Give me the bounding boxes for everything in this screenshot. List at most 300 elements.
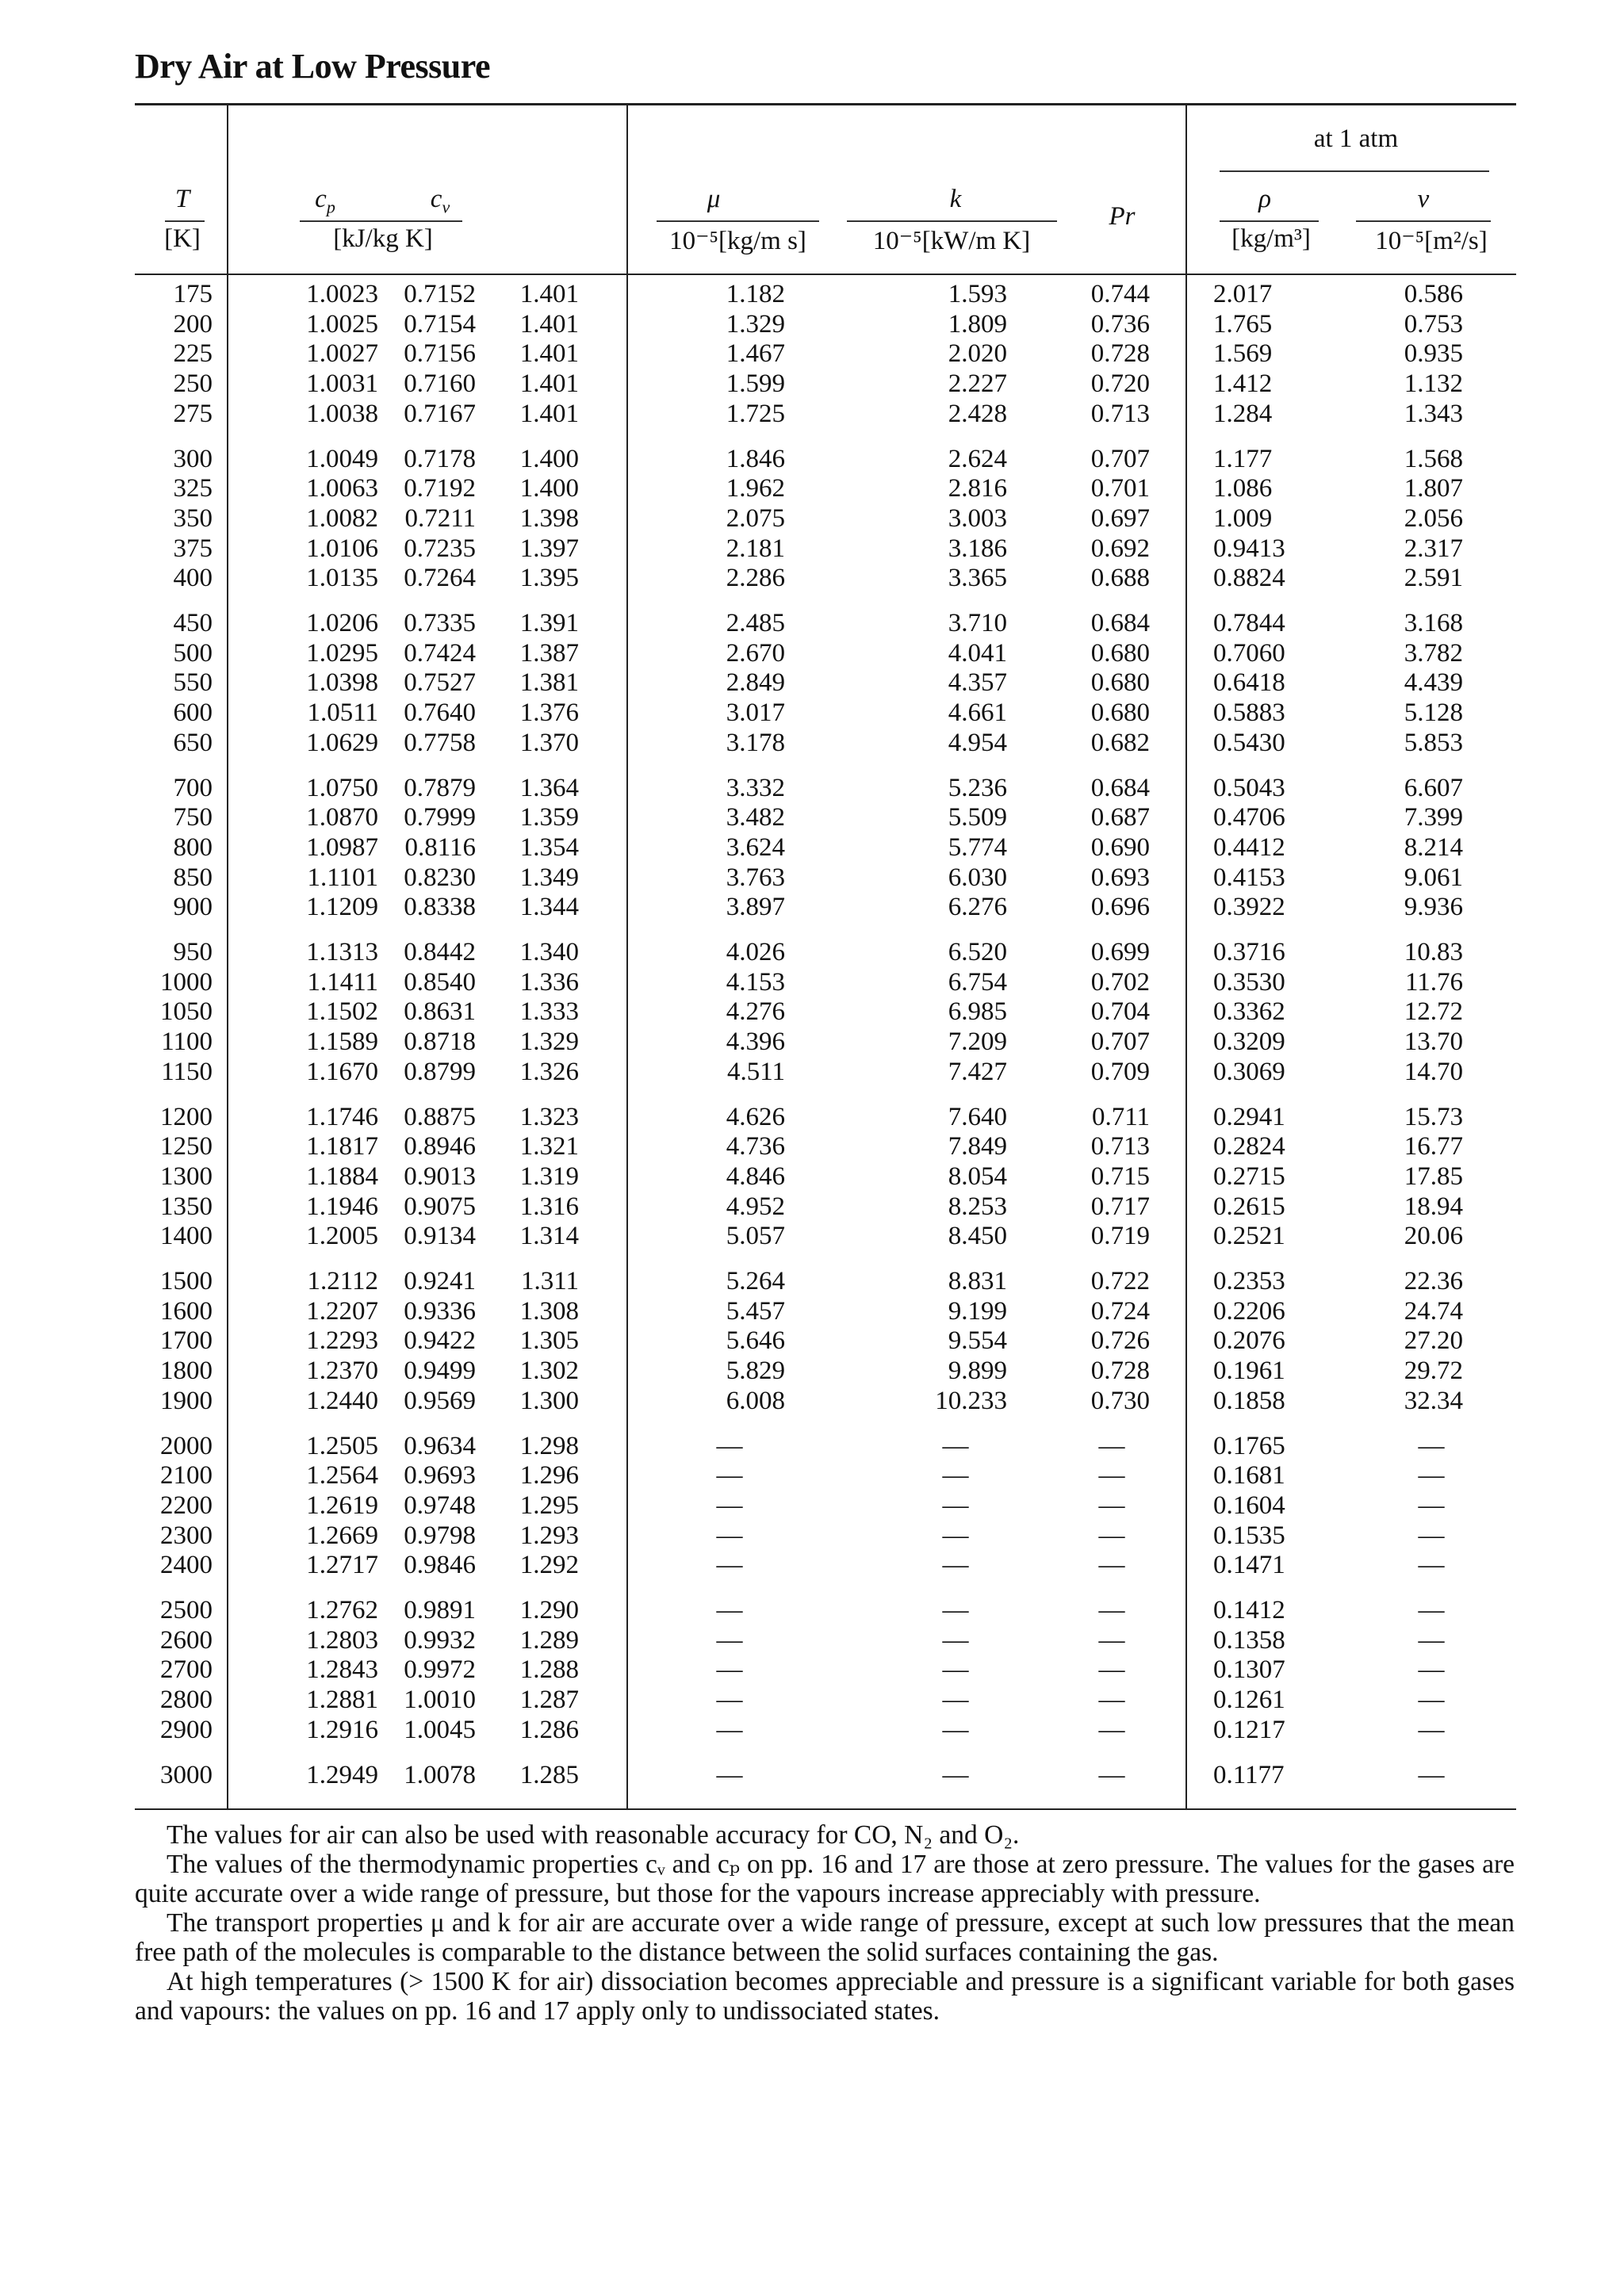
table-cell: —	[1098, 1686, 1125, 1715]
table-cell: 4.276	[726, 997, 785, 1027]
table-cell: 1.0045	[404, 1715, 476, 1744]
header-cv: $c_v$	[430, 185, 450, 217]
table-cell: 1.302	[519, 1357, 579, 1386]
table-cell: 0.744	[1090, 280, 1150, 308]
header-c-underline	[300, 220, 462, 222]
table-cell: 0.719	[1090, 1222, 1150, 1251]
table-cell: 5.829	[726, 1357, 785, 1386]
table-cell: 2000	[160, 1431, 213, 1460]
table-cell: 1.1670	[306, 1057, 378, 1086]
table-cell: 3.482	[726, 803, 785, 832]
table-cell: 1.0027	[306, 339, 378, 369]
table-cell: —	[942, 1655, 969, 1685]
table-cell: —	[1418, 1625, 1445, 1655]
table-row	[0, 309, 1624, 339]
table-cell: 2.020	[948, 339, 1007, 369]
table-cell: 2.317	[1404, 534, 1463, 563]
table-cell: 5.128	[1404, 698, 1463, 728]
table-cell: —	[1418, 1521, 1445, 1550]
table-cell: 2.849	[726, 668, 785, 698]
table-cell: 850	[173, 863, 213, 892]
table-cell: 1.364	[519, 773, 579, 802]
table-cell: 7.640	[948, 1102, 1007, 1131]
table-cell: 0.1358	[1213, 1625, 1285, 1655]
table-cell: 0.2076	[1213, 1326, 1285, 1356]
table-cell: 0.9075	[404, 1192, 476, 1221]
table-cell: 1.349	[519, 863, 579, 892]
table-cell: 0.717	[1090, 1192, 1150, 1221]
table-cell: 24.74	[1404, 1296, 1463, 1326]
table-cell: 2500	[160, 1596, 213, 1624]
table-cell: 225	[173, 339, 213, 369]
table-cell: 1.2207	[306, 1296, 378, 1326]
table-cell: 0.935	[1404, 339, 1463, 369]
table-cell: 0.713	[1090, 399, 1150, 428]
header-rho-unit: [kg/m³]	[1231, 224, 1311, 253]
table-cell: 0.5430	[1213, 728, 1285, 757]
table-row	[0, 802, 1624, 832]
table-cell: 400	[173, 564, 213, 593]
table-cell: 0.720	[1090, 369, 1150, 399]
table-cell: 9.899	[948, 1357, 1007, 1386]
table-cell: 0.7167	[404, 399, 476, 428]
table-cell: 3.332	[726, 773, 785, 802]
table-cell: 1.0023	[306, 280, 378, 308]
table-cell: 1.412	[1213, 369, 1273, 399]
table-cell: —	[1098, 1625, 1125, 1655]
table-cell: 2.624	[948, 444, 1007, 473]
table-cell: —	[1098, 1551, 1125, 1580]
table-row	[0, 473, 1624, 503]
table-cell: 0.3716	[1213, 938, 1285, 966]
table-cell: —	[942, 1461, 969, 1490]
table-cell: —	[716, 1461, 743, 1490]
table-cell: 2200	[160, 1490, 213, 1520]
table-cell: 0.7758	[404, 728, 476, 757]
table-cell: 0.1858	[1213, 1386, 1285, 1415]
table-cell: 5.264	[726, 1267, 785, 1295]
table-cell: —	[942, 1551, 969, 1580]
table-cell: 0.1961	[1213, 1357, 1285, 1386]
table-cell: 1.2619	[306, 1490, 378, 1520]
table-cell: 1400	[160, 1222, 213, 1251]
table-cell: 0.7154	[404, 309, 476, 339]
table-cell: 1.1313	[306, 938, 378, 966]
table-cell: 4.396	[726, 1027, 785, 1057]
table-row	[0, 534, 1624, 564]
table-cell: 4.736	[726, 1132, 785, 1161]
table-cell: 16.77	[1404, 1132, 1463, 1161]
table-cell: —	[1098, 1521, 1125, 1550]
table-cell: 1.395	[519, 564, 579, 593]
table-cell: 1.0031	[306, 369, 378, 399]
table-cell: 0.9336	[404, 1296, 476, 1326]
table-cell: 0.5883	[1213, 698, 1285, 728]
table-cell: 0.4412	[1213, 832, 1285, 862]
table-cell: 1.2440	[306, 1386, 378, 1415]
table-cell: 1.296	[519, 1461, 579, 1490]
table-cell: 1700	[160, 1326, 213, 1356]
table-cell: 1.319	[519, 1161, 579, 1191]
header-mu-unit: 10⁻⁵[kg/m s]	[669, 227, 806, 255]
table-cell: 2.017	[1213, 280, 1273, 308]
table-cell: 0.680	[1090, 698, 1150, 728]
table-cell: 750	[173, 803, 213, 832]
table-cell: 2.286	[726, 564, 785, 593]
table-cell: 1.344	[519, 893, 579, 922]
table-cell: 0.9846	[404, 1551, 476, 1580]
table-cell: 0.7527	[404, 668, 476, 698]
header-bottom-rule	[135, 274, 1516, 275]
table-cell: —	[942, 1715, 969, 1744]
table-cell: 1.1946	[306, 1192, 378, 1221]
table-cell: —	[1418, 1431, 1445, 1460]
table-cell: 0.1471	[1213, 1551, 1285, 1580]
table-cell: 0.7152	[404, 280, 476, 308]
table-cell: 4.954	[948, 728, 1007, 757]
table-cell: 1.765	[1213, 309, 1273, 339]
table-cell: 0.682	[1090, 728, 1150, 757]
table-cell: 2.485	[726, 609, 785, 637]
table-row	[0, 668, 1624, 698]
table-cell: 7.427	[948, 1057, 1007, 1086]
table-cell: —	[716, 1686, 743, 1715]
table-cell: 300	[173, 444, 213, 473]
header-T-unit: [K]	[164, 224, 201, 253]
table-cell: 0.9241	[404, 1267, 476, 1295]
table-cell: 1.2717	[306, 1551, 378, 1580]
table-cell: 0.1177	[1213, 1760, 1285, 1789]
table-cell: 0.696	[1090, 893, 1150, 922]
header-nu-unit: 10⁻⁵[m²/s]	[1375, 227, 1488, 255]
table-cell: 5.646	[726, 1326, 785, 1356]
table-row	[0, 608, 1624, 638]
table-cell: 10.233	[935, 1386, 1007, 1415]
table-cell: —	[716, 1715, 743, 1744]
table-row	[0, 967, 1624, 997]
table-cell: 1.400	[519, 474, 579, 503]
table-cell: 0.3362	[1213, 997, 1285, 1027]
table-cell: 0.1261	[1213, 1686, 1285, 1715]
table-top-rule	[135, 103, 1516, 105]
table-cell: —	[942, 1490, 969, 1520]
table-cell: 1.0135	[306, 564, 378, 593]
table-cell: —	[942, 1686, 969, 1715]
table-cell: —	[1098, 1461, 1125, 1490]
table-cell: 6.754	[948, 967, 1007, 997]
table-cell: 6.030	[948, 863, 1007, 892]
table-cell: 1.329	[519, 1027, 579, 1057]
table-cell: 0.688	[1090, 564, 1150, 593]
table-cell: 0.8718	[404, 1027, 476, 1057]
table-cell: 0.9932	[404, 1625, 476, 1655]
table-row	[0, 1490, 1624, 1521]
table-row	[0, 1386, 1624, 1416]
table-cell: 325	[173, 474, 213, 503]
table-cell: 1.326	[519, 1057, 579, 1086]
table-cell: 0.7640	[404, 698, 476, 728]
table-cell: 0.3209	[1213, 1027, 1285, 1057]
table-cell: 20.06	[1404, 1222, 1463, 1251]
table-cell: —	[1098, 1715, 1125, 1744]
table-cell: —	[1098, 1490, 1125, 1520]
table-cell: 0.1681	[1213, 1461, 1285, 1490]
table-cell: 1.292	[519, 1551, 579, 1580]
table-cell: 5.774	[948, 832, 1007, 862]
table-bottom-rule	[135, 1808, 1516, 1810]
table-cell: 1.132	[1404, 369, 1463, 399]
table-cell: 0.1535	[1213, 1521, 1285, 1550]
table-cell: —	[942, 1760, 969, 1789]
table-cell: 4.661	[948, 698, 1007, 728]
table-cell: 5.236	[948, 773, 1007, 802]
table-cell: 700	[173, 773, 213, 802]
table-cell: 0.699	[1090, 938, 1150, 966]
table-cell: 3.003	[948, 503, 1007, 533]
table-cell: 13.70	[1404, 1027, 1463, 1057]
table-row	[0, 1655, 1624, 1685]
table-cell: 0.2941	[1213, 1102, 1285, 1131]
table-cell: 1200	[160, 1102, 213, 1131]
table-cell: 4.952	[726, 1192, 785, 1221]
table-cell: 1.284	[1213, 399, 1273, 428]
table-cell: —	[716, 1521, 743, 1550]
table-cell: 6.520	[948, 938, 1007, 966]
table-cell: 0.7264	[404, 564, 476, 593]
table-cell: 1.387	[519, 638, 579, 668]
table-cell: 1.314	[519, 1222, 579, 1251]
table-cell: 5.509	[948, 803, 1007, 832]
table-cell: 1.398	[519, 503, 579, 533]
table-cell: 0.753	[1404, 309, 1463, 339]
table-row	[0, 399, 1624, 429]
table-cell: 10.83	[1404, 938, 1463, 966]
table-row	[0, 863, 1624, 893]
note-4: At high temperatures (> 1500 K for air) dissociation becomes appreciable and pressure is a significant variable for both gases and vapours: the values on pp. 16 and 17 apply only to undissociated states.	[135, 1967, 1515, 2026]
table-row	[0, 1266, 1624, 1296]
table-cell: 0.702	[1090, 967, 1150, 997]
table-row	[0, 444, 1624, 474]
table-cell: 1150	[161, 1057, 213, 1086]
table-cell: 7.209	[948, 1027, 1007, 1057]
table-cell: 600	[173, 698, 213, 728]
table-cell: 0.7160	[404, 369, 476, 399]
table-cell: 1.329	[726, 309, 785, 339]
table-cell: 3.763	[726, 863, 785, 892]
table-cell: 2800	[160, 1686, 213, 1715]
table-cell: 1.401	[519, 339, 579, 369]
table-cell: 3.365	[948, 564, 1007, 593]
table-cell: 0.1307	[1213, 1655, 1285, 1685]
table-cell: —	[1418, 1760, 1445, 1789]
table-cell: 1.316	[519, 1192, 579, 1221]
table-cell: 2.428	[948, 399, 1007, 428]
table-cell: —	[716, 1431, 743, 1460]
table-cell: 1.182	[726, 280, 785, 308]
table-cell: 2400	[160, 1551, 213, 1580]
table-cell: 0.711	[1091, 1102, 1150, 1131]
table-cell: 0.9891	[404, 1596, 476, 1624]
table-cell: 0.2615	[1213, 1192, 1285, 1221]
table-cell: 1.2762	[306, 1596, 378, 1624]
table-cell: 1.401	[519, 399, 579, 428]
table-cell: 0.730	[1090, 1386, 1150, 1415]
table-cell: 1.809	[948, 309, 1007, 339]
table-cell: 1.323	[519, 1102, 579, 1131]
table-cell: 0.724	[1090, 1296, 1150, 1326]
table-cell: 0.2521	[1213, 1222, 1285, 1251]
table-cell: 9.061	[1404, 863, 1463, 892]
table-cell: 1250	[160, 1132, 213, 1161]
table-cell: 1.0038	[306, 399, 378, 428]
table-cell: 1.400	[519, 444, 579, 473]
table-cell: 1.311	[520, 1267, 579, 1295]
table-cell: 4.511	[726, 1057, 785, 1086]
table-row	[0, 1431, 1624, 1461]
table-row	[0, 1221, 1624, 1251]
table-cell: 8.450	[948, 1222, 1007, 1251]
table-cell: 0.9693	[404, 1461, 476, 1490]
table-cell: 0.7235	[404, 534, 476, 563]
table-row	[0, 1595, 1624, 1625]
table-cell: 6.008	[726, 1386, 785, 1415]
table-cell: 0.687	[1090, 803, 1150, 832]
table-cell: 950	[173, 938, 213, 966]
table-cell: —	[1098, 1655, 1125, 1685]
table-cell: 1.2843	[306, 1655, 378, 1685]
table-cell: 0.9013	[404, 1161, 476, 1191]
table-cell: 32.34	[1404, 1386, 1463, 1415]
table-cell: 1.290	[519, 1596, 579, 1624]
table-row	[0, 1027, 1624, 1057]
table-cell: 0.8631	[404, 997, 476, 1027]
table-row	[0, 563, 1624, 593]
table-row	[0, 1760, 1624, 1790]
table-cell: 3.782	[1404, 638, 1463, 668]
table-cell: 1.0063	[306, 474, 378, 503]
table-cell: 27.20	[1404, 1326, 1463, 1356]
table-cell: 1050	[160, 997, 213, 1027]
table-cell: 4.846	[726, 1161, 785, 1191]
table-cell: 1.0082	[306, 503, 378, 533]
table-cell: 0.5043	[1213, 773, 1285, 802]
table-cell: 1.009	[1213, 503, 1273, 533]
table-row	[0, 1161, 1624, 1192]
header-cp: $c_p$	[315, 185, 335, 217]
table-cell: —	[716, 1596, 743, 1624]
header-T-underline	[165, 220, 205, 222]
table-cell: 1.1209	[306, 893, 378, 922]
table-cell: 1.0025	[306, 309, 378, 339]
table-cell: 4.357	[948, 668, 1007, 698]
table-cell: 1.0049	[306, 444, 378, 473]
table-cell: 1.846	[726, 444, 785, 473]
table-row	[0, 1326, 1624, 1356]
table-cell: 1.333	[519, 997, 579, 1027]
table-row	[0, 369, 1624, 399]
table-cell: 9.199	[948, 1296, 1007, 1326]
table-cell: 1.354	[519, 832, 579, 862]
table-cell: 2100	[160, 1461, 213, 1490]
table-cell: 1.0206	[306, 609, 378, 637]
table-cell: 5.853	[1404, 728, 1463, 757]
table-cell: 11.76	[1404, 967, 1463, 997]
table-cell: 3.168	[1404, 609, 1463, 637]
table-cell: 250	[173, 369, 213, 399]
header-k-unit: 10⁻⁵[kW/m K]	[872, 227, 1031, 255]
table-cell: 650	[173, 728, 213, 757]
table-cell: 0.9972	[404, 1655, 476, 1685]
table-cell: 3.897	[726, 893, 785, 922]
table-cell: 500	[173, 638, 213, 668]
table-cell: 1.1502	[306, 997, 378, 1027]
table-cell: 0.8338	[404, 893, 476, 922]
table-row	[0, 1521, 1624, 1551]
table-cell: 1.0078	[404, 1760, 476, 1789]
table-cell: 1.295	[519, 1490, 579, 1520]
table-row	[0, 1685, 1624, 1715]
table-cell: 2600	[160, 1625, 213, 1655]
table-cell: 2.056	[1404, 503, 1463, 533]
table-cell: —	[1098, 1596, 1125, 1624]
table-cell: 7.849	[948, 1132, 1007, 1161]
table-row	[0, 1131, 1624, 1161]
table-cell: 4.626	[726, 1102, 785, 1131]
table-cell: 14.70	[1404, 1057, 1463, 1086]
table-cell: 1.285	[519, 1760, 579, 1789]
table-row	[0, 503, 1624, 534]
table-cell: —	[942, 1431, 969, 1460]
note-2: The values of the thermodynamic properties cᵥ and cₚ on pp. 16 and 17 are those at zero pressure. The values for the gases are quite accurate over a wide range of pressure, but those for the vapours increase appreciably with pressure.	[135, 1850, 1515, 1908]
table-cell: 1.2916	[306, 1715, 378, 1744]
table-cell: 1.0750	[306, 773, 378, 802]
table-cell: 0.8116	[404, 832, 476, 862]
header-k-underline	[847, 220, 1057, 222]
table-cell: 1.300	[519, 1386, 579, 1415]
table-cell: 0.680	[1090, 668, 1150, 698]
table-cell: 0.9748	[404, 1490, 476, 1520]
table-cell: 18.94	[1404, 1192, 1463, 1221]
table-cell: 1.2949	[306, 1760, 378, 1789]
table-cell: 1.593	[948, 280, 1007, 308]
table-cell: 1.0987	[306, 832, 378, 862]
table-cell: 0.2824	[1213, 1132, 1285, 1161]
table-cell: 5.057	[726, 1222, 785, 1251]
table-cell: 12.72	[1404, 997, 1463, 1027]
table-cell: 3.186	[948, 534, 1007, 563]
table-cell: 1.293	[519, 1521, 579, 1550]
table-cell: 0.736	[1090, 309, 1150, 339]
table-cell: 1600	[160, 1296, 213, 1326]
table-cell: 0.728	[1090, 1357, 1150, 1386]
table-cell: 0.713	[1090, 1132, 1150, 1161]
table-cell: 1.2293	[306, 1326, 378, 1356]
table-cell: 1.2881	[306, 1686, 378, 1715]
table-cell: 2.181	[726, 534, 785, 563]
table-cell: 0.9569	[404, 1386, 476, 1415]
table-cell: 1.336	[519, 967, 579, 997]
table-cell: 1.2803	[306, 1625, 378, 1655]
table-cell: 175	[173, 280, 213, 308]
table-cell: 1.286	[519, 1715, 579, 1744]
table-cell: 1.321	[519, 1132, 579, 1161]
table-cell: 1.0010	[404, 1686, 476, 1715]
table-cell: 0.1765	[1213, 1431, 1285, 1460]
table-row	[0, 997, 1624, 1027]
table-cell: 1.0398	[306, 668, 378, 698]
table-cell: 0.2206	[1213, 1296, 1285, 1326]
table-cell: 0.3069	[1213, 1057, 1285, 1086]
